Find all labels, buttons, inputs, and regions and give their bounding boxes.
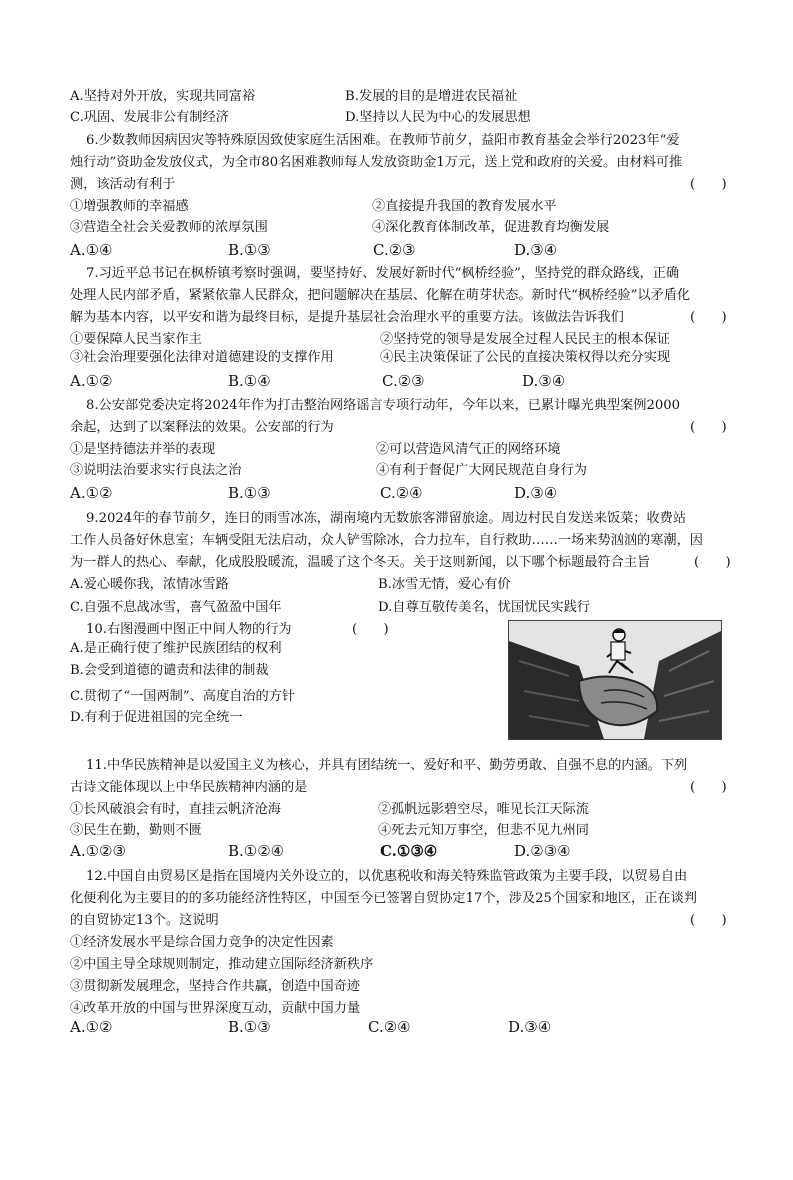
q12-choice-b: B.①③ <box>228 1018 271 1036</box>
q12-item-2: ②中国主导全球规则制定，推动建立国际经济新秩序 <box>70 957 374 972</box>
q11-item-3: ③民生在勤，勤则不匮 <box>70 823 202 838</box>
q11-choice-c: C.①③④ <box>380 842 438 860</box>
q9-stem-line-2: 工作人员备好休息室；车辆受阻无法启动，众人铲雪除冰，合力拉车，自行救助……一场来势汹汹的寒潮，因 <box>70 533 703 548</box>
q7-answer-bracket: ( ) <box>690 310 727 325</box>
q6-stem-line-2: 烛行动”资助金发放仪式，为全市80名困难教师每人发放资助金1万元，送上党和政府的关爱。由材料可推 <box>70 155 683 170</box>
q11-stem-line-1: 11.中华民族精神是以爱国主义为核心，并具有团结统一、爱好和平、勤劳勇敢、自强不息的内涵。下列 <box>86 758 688 773</box>
q6-choice-a: A.①④ <box>70 241 113 259</box>
q12-item-1: ①经济发展水平是综合国力竞争的决定性因素 <box>70 935 334 950</box>
q6-stem-line-1: 6.少数教师因病因灾等特殊原因致使家庭生活困难。在教师节前夕，益阳市教育基金会举行2023年“爱 <box>86 133 680 148</box>
q6-answer-bracket: ( ) <box>690 177 727 192</box>
q8-item-2: ②可以营造风清气正的网络环境 <box>376 442 561 457</box>
q10-cartoon-image <box>508 620 722 740</box>
q7-choice-a: A.①② <box>70 372 113 390</box>
q6-item-2: ②直接提升我国的教育发展水平 <box>372 199 557 214</box>
q5-option-d: D.坚持以人民为中心的发展思想 <box>345 110 531 125</box>
q10-option-c: C.贯彻了“一国两制”、高度自治的方针 <box>70 689 296 704</box>
q11-item-2: ②孤帆远影碧空尽，唯见长江天际流 <box>378 802 589 817</box>
q12-item-3: ③贯彻新发展理念，坚持合作共赢，创造中国奇迹 <box>70 979 361 994</box>
q6-choice-c: C.②③ <box>373 241 416 259</box>
q12-choice-a: A.①② <box>70 1018 113 1036</box>
q8-choice-d: D.③④ <box>514 484 558 502</box>
q11-item-1: ①长风破浪会有时，直挂云帆济沧海 <box>70 802 281 817</box>
q8-stem-line-1: 8.公安部党委决定将2024年作为打击整治网络谣言专项行动年，今年以来，已累计曝光典型案例2000 <box>86 398 681 413</box>
q5-option-b: B.发展的目的是增进农民福祉 <box>345 89 518 104</box>
q7-choice-c: C.②③ <box>382 372 425 390</box>
q11-choice-a: A.①②③ <box>70 842 126 860</box>
q12-stem-line-1: 12.中国自由贸易区是指在国境内关外设立的，以优惠税收和海关特殊监管政策为主要手段，以贸易自由 <box>86 869 688 884</box>
q8-answer-bracket: ( ) <box>690 420 727 435</box>
q12-stem-line-3: 的自贸协定13个。这说明 <box>70 913 219 928</box>
q6-stem-line-3: 测，该活动有利于 <box>70 177 176 192</box>
q8-choice-c: C.②④ <box>380 484 423 502</box>
q6-item-3: ③营造全社会关爱教师的浓厚氛围 <box>70 220 268 235</box>
q12-answer-bracket: ( ) <box>690 913 727 928</box>
q10-option-d: D.有利于促进祖国的完全统一 <box>70 710 243 725</box>
q7-choice-b: B.①④ <box>228 372 271 390</box>
q6-item-4: ④深化教育体制改革，促进教育均衡发展 <box>372 220 610 235</box>
q5-option-a: A.坚持对外开放，实现共同富裕 <box>70 89 256 104</box>
q8-choice-b: B.①③ <box>228 484 271 502</box>
q7-stem-line-3: 解为基本内容，以平安和谐为最终目标，是提升基层社会治理水平的重要方法。该做法告诉我们 <box>70 310 624 325</box>
q8-stem-line-2: 余起，达到了以案释法的效果。公安部的行为 <box>70 420 334 435</box>
q7-item-1: ①要保障人民当家作主 <box>70 332 202 347</box>
handshake-cartoon-icon <box>509 621 721 739</box>
q9-option-c: C.自强不息战冰雪，喜气盈盈中国年 <box>70 600 282 615</box>
q9-option-b: B.冰雪无情，爱心有价 <box>378 577 511 592</box>
q7-stem-line-1: 7.习近平总书记在枫桥镇考察时强调，要坚持好、发展好新时代“枫桥经验”，坚持党的群众路线，正确 <box>86 266 680 281</box>
q11-choice-b: B.①②④ <box>228 842 285 860</box>
q10-stem: 10.右图漫画中图正中间人物的行为 <box>86 622 292 637</box>
q6-item-1: ①增强教师的幸福感 <box>70 199 189 214</box>
q11-answer-bracket: ( ) <box>690 780 727 795</box>
q10-option-b: B.会受到道德的谴责和法律的制裁 <box>70 663 269 678</box>
q9-option-a: A.爱心暖你我，浓情冰雪路 <box>70 577 229 592</box>
q11-item-4: ④死去元知万事空，但悲不见九州同 <box>378 823 589 838</box>
q12-choice-c: C.②④ <box>368 1018 411 1036</box>
q9-stem-line-1: 9.2024年的春节前夕，连日的雨雪冰冻，湖南境内无数旅客滞留旅途。周边村民自发送来饭菜；收费站 <box>86 511 687 526</box>
q10-answer-bracket: ( ) <box>352 622 389 637</box>
q6-choice-d: D.③④ <box>514 241 558 259</box>
q8-item-4: ④有利于督促广大网民规范自身行为 <box>376 463 587 478</box>
q11-choice-d: D.②③④ <box>514 842 571 860</box>
q10-option-a: A.是正确行使了维护民族团结的权利 <box>70 641 282 656</box>
q9-option-d: D.自尊互敬传美名，忧国忧民实践行 <box>378 600 591 615</box>
q8-item-1: ①是坚持德法并举的表现 <box>70 442 216 457</box>
q12-item-4: ④改革开放的中国与世界深度互动，贡献中国力量 <box>70 1001 361 1016</box>
q7-item-3: ③社会治理要强化法律对道德建设的支撑作用 <box>70 350 334 365</box>
q8-choice-a: A.①② <box>70 484 113 502</box>
q11-stem-line-2: 古诗文能体现以上中华民族精神内涵的是 <box>70 780 308 795</box>
q7-item-4: ④民主决策保证了公民的直接决策权得以充分实现 <box>380 350 671 365</box>
q5-option-c: C.巩固、发展非公有制经济 <box>70 110 229 125</box>
q9-answer-bracket: ( ) <box>694 555 731 570</box>
q12-stem-line-2: 化便利化为主要目的的多功能经济性特区，中国至今已签署自贸协定17个，涉及25个国家和地区，正在谈判 <box>70 891 697 906</box>
q7-stem-line-2: 处理人民内部矛盾，紧紧依靠人民群众，把问题解决在基层、化解在萌芽状态。新时代“枫桥经验”以矛盾化 <box>70 288 691 303</box>
q6-choice-b: B.①③ <box>228 241 271 259</box>
q8-item-3: ③说明法治要求实行良法之治 <box>70 463 242 478</box>
q9-stem-line-3: 为一群人的热心、奉献，化成股股暖流，温暖了这个冬天。关于这则新闻，以下哪个标题最符合主旨 <box>70 555 651 570</box>
q7-item-2: ②坚持党的领导是发展全过程人民民主的根本保证 <box>380 332 671 347</box>
q12-choice-d: D.③④ <box>508 1018 552 1036</box>
q7-choice-d: D.③④ <box>522 372 566 390</box>
